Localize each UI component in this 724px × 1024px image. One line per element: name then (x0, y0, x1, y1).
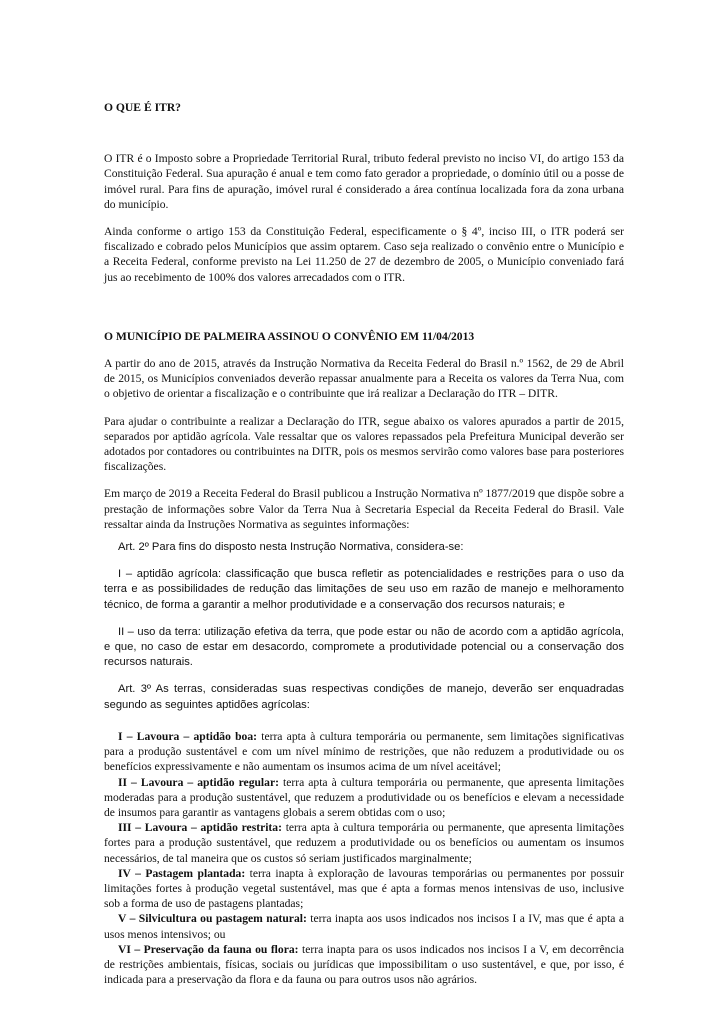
aptidao-item-3 (104, 820, 624, 866)
aptidao-item-1 (104, 729, 624, 775)
aptidao-label: VI – Preservação da fauna ou flora: (118, 942, 299, 956)
aptidao-label: I – Lavoura – aptidão boa: (118, 729, 257, 743)
article-3: Art. 3º As terras, consideradas suas respectivas condições de manejo, deverão ser enquadradas segundo as seguintes aptidões agrícolas: (104, 683, 624, 711)
aptidao-label: II – Lavoura – aptidão regular: (118, 775, 279, 789)
aptidao-label: IV – Pastagem plantada: (118, 866, 246, 880)
document-page (104, 100, 624, 987)
aptidao-label: III – Lavoura – aptidão restrita: (118, 821, 282, 835)
paragraph-itr-convenio: Ainda conforme o artigo 153 da Constituição Federal, especificamente o § 4º, inciso III, o ITR poderá ser fiscalizado e cobrado pelos Municípios que assim optarem. Caso seja realizado o convênio entre o Município e a Receita Federal, conforme previsto na Lei 11.250 de 27 de dezembro de 2005, o Município conveniado fará jus ao recebimento de 100% dos valores arrecadados com o ITR. (104, 225, 624, 284)
aptidao-label: V – Silvicultura ou pastagem natural: (118, 912, 307, 926)
article-2: Art. 2º Para fins do disposto nesta Instrução Normativa, considera-se: (118, 541, 464, 554)
aptidao-text: terra inapta para os usos indicados nos incisos I a V, em decorrência de restrições ambientais, físicas, sociais ou jurídicas que impossibilitam o uso sustentável, e que, por isso, é indicada para a preservação da flora e da fauna ou para outros usos não agrários. (104, 942, 624, 987)
aptidao-item-2 (104, 775, 624, 821)
aptidao-text: terra apta à cultura temporária ou permanente, que apresenta limitações fortes para a produção sustentável, que reduzem a produtividade ou os benefícios ou aumentam os insumos necessários, de tal maneira que os custos só seriam justificados marginalmente; (104, 821, 624, 865)
inciso-1-aptidao-agricola: I – aptidão agrícola: classificação que busca refletir as potencialidades e restrições para o uso da terra e as possibilidades de redução das limitações de seu uso em razão de manejo e melhoramento técnico, de forma a garantir a melhor produtividade e a conservação dos recursos naturais; e (104, 568, 624, 611)
aptidao-item-6 (104, 942, 624, 988)
aptidao-text: terra apta à cultura temporária ou permanente, sem limitações significativas para a produção sustentável e com um nível mínimo de restrições, que não reduzem a produtividade ou os benefícios expressivamente e não aumentam os insumos acima de um nível aceitável; (104, 729, 624, 774)
aptidao-item-5 (104, 911, 624, 941)
aptidao-text: terra apta à cultura temporária ou permanente, que apresenta limitações moderadas para a produção sustentável, que reduzem a produtividade ou os benefícios e elevam a necessidade de insumos para garantir as vantagens globais a serem obtidas com o uso; (104, 775, 624, 819)
paragraph-declaracao-valores: Para ajudar o contribuinte a realizar a Declaração do ITR, segue abaixo os valores apurados a partir de 2015, separados por aptidão agrícola. Vale ressaltar que os valores repassados pela Prefeitura Municipal deverão ser adotados por contadores ou contribuintes na DITR, pois os mesmos servirão como valores base para posteriores fiscalizações. (104, 414, 624, 474)
aptidao-item-4 (104, 866, 624, 912)
aptidao-text: terra inapta à exploração de lavouras temporárias ou permanentes por possuir limitações fortes à produção vegetal sustentável, mas que é apta a formas menos intensivas de uso, inclusive sob a forma de uso de pastagens plantadas; (104, 866, 624, 911)
paragraph-instrucao-1877: Em março de 2019 a Receita Federal do Brasil publicou a Instrução Normativa nº 1877/2019 que dispõe sobre a prestação de informações sobre Valor da Terra Nua à Secretaria Especial da Receita Federal do Brasil. Vale ressaltar ainda da Instruções Normativa as seguintes informações: (104, 487, 625, 531)
aptidao-text: terra inapta aos usos indicados nos incisos I a IV, mas que é apta a usos menos intensivos; ou (104, 912, 625, 941)
aptidoes-list (104, 729, 624, 987)
section-heading-palmeira: O MUNICÍPIO DE PALMEIRA ASSINOU O CONVÊNIO EM 11/04/2013 (104, 329, 475, 343)
inciso-2-uso-da-terra: II – uso da terra: utilização efetiva da terra, que pode estar ou não de acordo com a aptidão agrícola, e que, no caso de estar em desacordo, compromete a produtividade potencial ou a conservação dos recursos naturais. (104, 625, 624, 669)
paragraph-itr-definition: O ITR é o Imposto sobre a Propriedade Territorial Rural, tributo federal previsto no inciso VI, do artigo 153 da Constituição Federal. Sua apuração é anual e tem como fato gerador a propriedade, o domínio útil ou a posse de imóvel rural. Para fins de apuração, imóvel rural é considerado a área contínua localizada fora da zona urbana do município. (104, 152, 624, 211)
paragraph-instrucao-1562: A partir do ano de 2015, através da Instrução Normativa da Receita Federal do Brasil n.º 1562, de 29 de Abril de 2015, os Municípios conveniados deverão repassar anualmente para a Receita os valores da Terra Nua, com o objetivo de orientar a fiscalização e o contribuinte que irá realizar a Declaração do ITR – DITR. (104, 357, 624, 401)
section-heading-itr: O QUE É ITR? (104, 101, 181, 114)
